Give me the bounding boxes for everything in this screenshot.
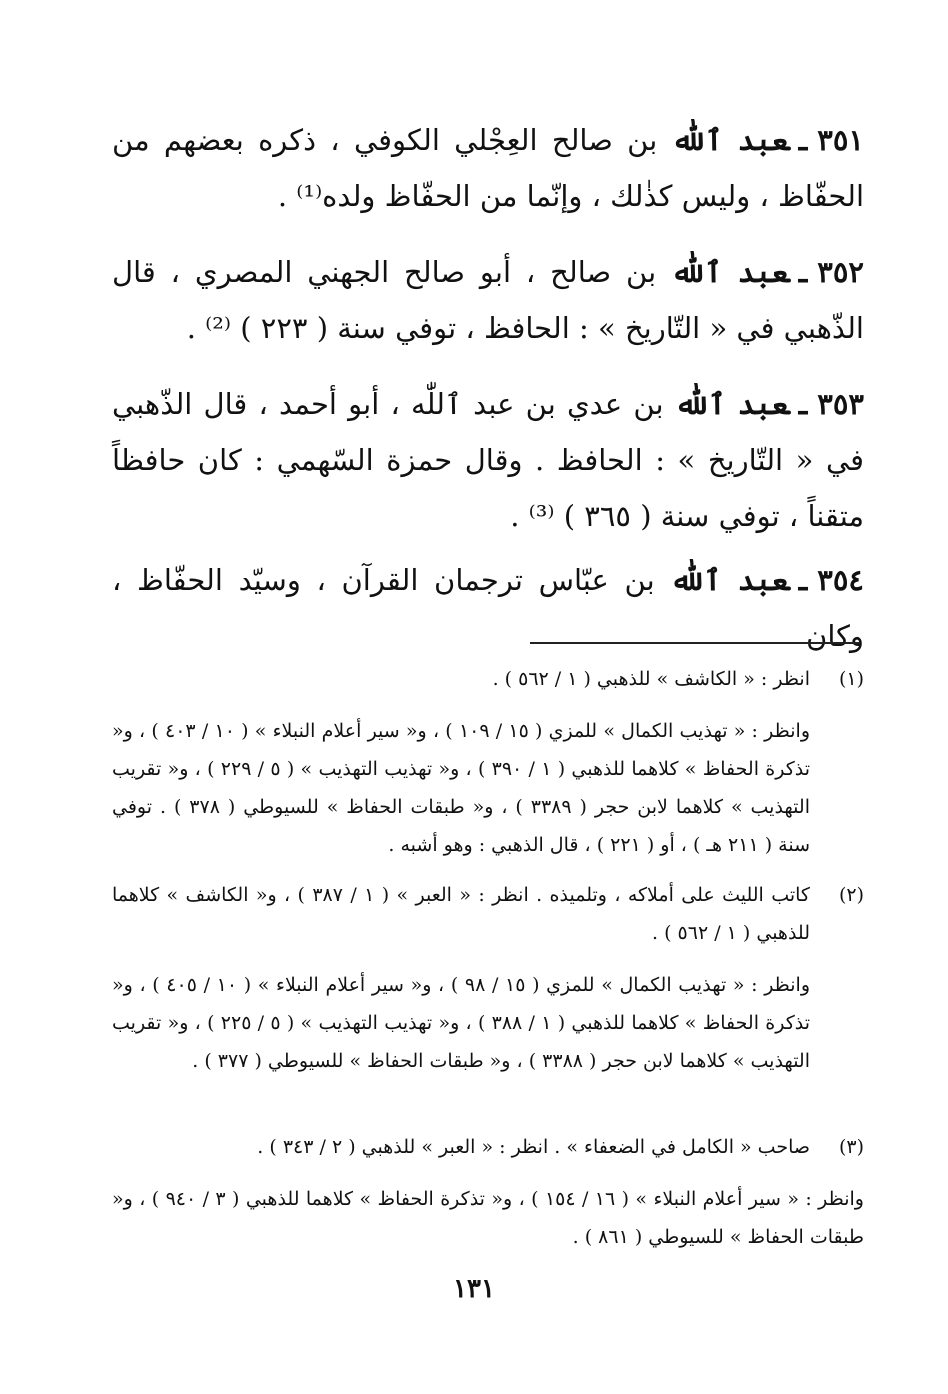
footnote-1-continuation bbox=[112, 712, 864, 864]
entry-text: بن عدي بن عبد ٱللّٰه ، أبو أحمد ، قال الذّهبي في « التّاريخ » : الحافظ . وقال حمزة السّهمي : كان حافظاً متقناً ، توفي سنة ( ٣٦٥ ) ⁽³⁾ . bbox=[112, 387, 864, 533]
footnote-separator bbox=[530, 642, 860, 644]
entry-name: عبد ٱللّٰه bbox=[671, 255, 789, 289]
entry-dash: ـ bbox=[798, 563, 808, 597]
entry-number: ٣٥٢ bbox=[817, 255, 864, 289]
footnote-2 bbox=[112, 876, 864, 952]
footnote-3 bbox=[112, 1128, 864, 1166]
entry-dash: ـ bbox=[798, 387, 808, 421]
entry-number: ٣٥٣ bbox=[817, 387, 864, 421]
entry-352 bbox=[112, 244, 864, 356]
footnote-text: انظر : « الكاشف » للذهبي ( ١ / ٥٦٢ ) . bbox=[492, 668, 810, 690]
entry-name: عبد ٱللّٰه bbox=[674, 387, 789, 421]
footnote-text: صاحب « الكامل في الضعفاء » . انظر : « العبر » للذهبي ( ٢ / ٣٤٣ ) . bbox=[257, 1136, 810, 1158]
entry-354 bbox=[112, 552, 864, 664]
footnote-text: كاتب الليث على أملاكه ، وتلميذه . انظر : « العبر » ( ١ / ٣٨٧ ) ، و« الكاشف » كلاهما للذهبي ( ١ / ٥٦٢ ) . bbox=[112, 884, 810, 944]
entry-number: ٣٥١ bbox=[817, 123, 864, 157]
entry-dash: ـ bbox=[798, 255, 808, 289]
entry-dash: ـ bbox=[798, 123, 808, 157]
page-number: ١٣١ bbox=[453, 1274, 495, 1304]
footnote-continuation-text: وانظر : « تهذيب الكمال » للمزي ( ١٥ / ٩٨ ) ، و« سير أعلام النبلاء » ( ١٠ / ٤٠٥ ) ، و« تذكرة الحفاظ » كلاهما للذهبي ( ١ / ٣٨٨ ) ، و« تهذيب التهذيب » ( ٥ / ٢٢٥ ) ، و« تقريب التهذيب » كلاهما لابن حجر ( ٣٣٨٨ ) ، و« طبقات الحفاظ » للسيوطي ( ٣٧٧ ) . bbox=[112, 974, 811, 1072]
entry-name: عبد ٱللّٰه bbox=[671, 123, 789, 157]
entry-text: بن عبّاس ترجمان القرآن ، وسيّد الحفّاظ ، وكان bbox=[112, 563, 864, 653]
footnote-3-continuation bbox=[112, 1180, 864, 1256]
entry-353 bbox=[112, 376, 864, 544]
footnote-continuation-text: وانظر : « تهذيب الكمال » للمزي ( ١٥ / ١٠٩ ) ، و« سير أعلام النبلاء » ( ١٠ / ٤٠٣ ) ، و« تذكرة الحفاظ » كلاهما للذهبي ( ١ / ٣٩٠ ) ، و« تهذيب التهذيب » ( ٥ / ٢٢٩ ) ، و« تقريب التهذيب » كلاهما لابن حجر ( ٣٣٨٩ ) ، و« طبقات الحفاظ » للسيوطي ( ٣٧٨ ) . توفي سنة ( ٢١١ هـ ) ، أو ( ٢٢١ ) ، قال الذهبي : وهو أشبه . bbox=[112, 720, 811, 856]
footnote-continuation-text: وانظر : « سير أعلام النبلاء » ( ١٦ / ١٥٤ ) ، و« تذكرة الحفاظ » كلاهما للذهبي ( ٣ / ٩٤٠ ) ، و« طبقات الحفاظ » للسيوطي ( ٨٦١ ) . bbox=[112, 1188, 864, 1248]
footnote-number: (١) bbox=[838, 668, 864, 690]
entry-number: ٣٥٤ bbox=[817, 563, 864, 597]
footnote-number: (٢) bbox=[838, 884, 864, 906]
entry-text: بن صالح ، أبو صالح الجهني المصري ، قال الذّهبي في « التّاريخ » : الحافظ ، توفي سنة ( ٢٢٣ ) ⁽²⁾ . bbox=[112, 255, 864, 345]
entry-name: عبد ٱللّٰه bbox=[670, 563, 789, 597]
footnote-1 bbox=[112, 660, 864, 698]
footnote-2-continuation bbox=[112, 966, 864, 1080]
footnote-number: (٣) bbox=[838, 1136, 864, 1158]
entry-351 bbox=[112, 112, 864, 224]
entry-text: بن صالح العِجْلي الكوفي ، ذكره بعضهم من الحفّاظ ، وليس كذٰلك ، وإنّما من الحفّاظ ولده⁽¹⁾ . bbox=[112, 123, 864, 213]
